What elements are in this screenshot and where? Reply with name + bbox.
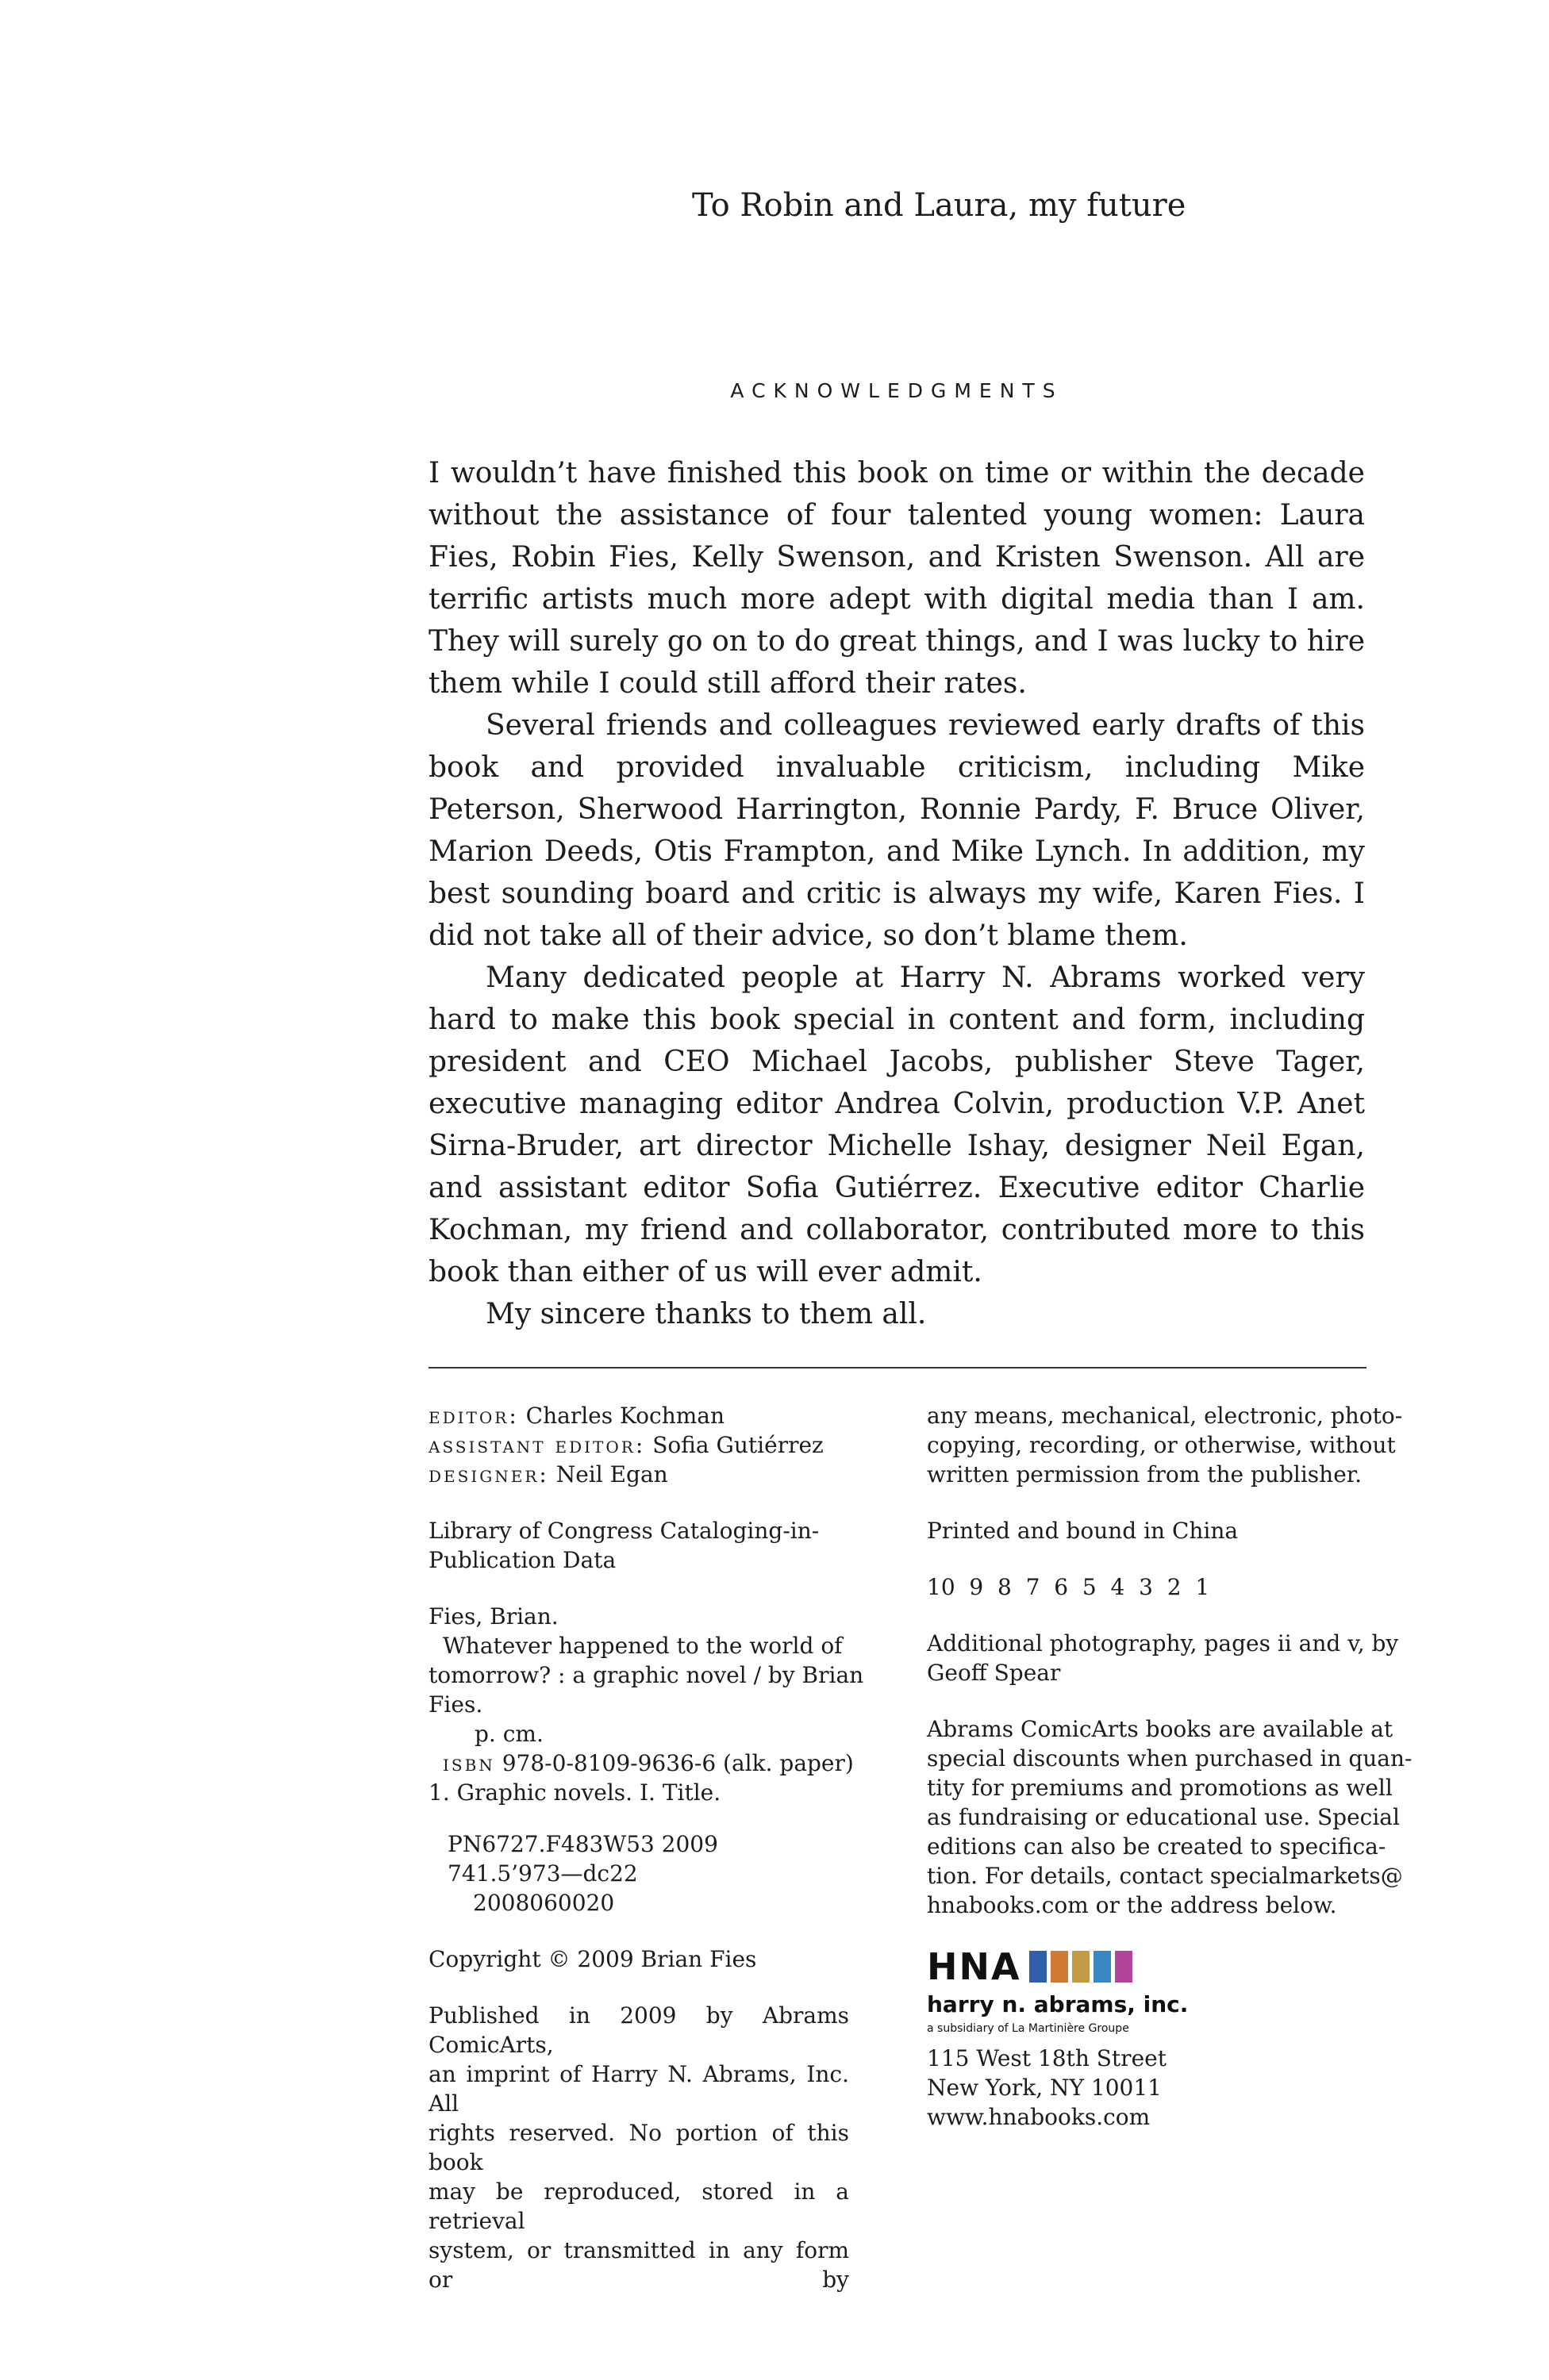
acknowledgments-paragraph: Several friends and colleagues reviewed early drafts of this book and provided invaluable criticism, including Mike Peterson, Sherwood Harrington, Ronnie Pardy, F. Bruce Oliver, Marion Deeds, Otis Frampton, and Mike Lynch. In addition, my best sounding board and critic is always my wife, Karen Fies. I did not take all of their advice, so don’t blame them. [429,709,1365,952]
print-line: 10 9 8 7 6 5 4 3 2 1 [927,1574,1210,1600]
publisher-address [927,2044,1371,2132]
cip-dewey: 741.5’973—dc22 [448,1860,638,1887]
acknowledgments-heading: ACKNOWLEDGMENTS [730,379,1063,402]
publisher-logo [927,1947,1371,2039]
acknowledgments-paragraph: I wouldn’t have finished this book on time or within the decade without the assistance of four talented young women: Laura Fies, Robin Fies, Kelly Swenson, and Kristen Swenson. All are terrific artists much more adept with digital media than I am. They will surely go on to do great things, and I was lucky to hire them while I could still afford their rates. [429,457,1365,700]
hna-color-bars-icon [1029,1951,1136,1983]
acknowledgments-paragraph: Many dedicated people at Harry N. Abrams worked very hard to make this book special in content and form, including president and CEO Michael Jacobs, publisher Steve Tager, executive managing editor Andrea Colvin, production V.P. Anet Sirna-Bruder, art director Michelle Ishay, designer Neil Egan, and assistant editor Sofia Gutiérrez. Executive editor Charlie Kochman, my friend and collaborator, contributed more to this book than either of us will ever admit. [429,962,1365,1288]
cip-record [429,1602,864,1917]
logo-bar [1029,1951,1047,1983]
logo-bar [1115,1951,1132,1983]
acknowledgments-paragraph: My sincere thanks to them all. [486,1298,927,1330]
hna-wordmark: HNA [927,1945,1021,1988]
cip-author: Fies, Brian. [429,1603,559,1630]
cip-pages: p. cm. [475,1721,544,1747]
publication-notice: Published in 2009 by Abrams ComicArts, an imprint of Harry N. Abrams, Inc. All rights reserved. No portion of this book may be reproduced, stored in a retrieval system, or transmitted in any form or by [429,2002,849,2293]
copyright-column-left [429,1401,864,2321]
section-divider [429,1367,1366,1368]
copyright-column-right [927,1401,1413,2132]
cip-title: Whatever happened to the world of [443,1633,843,1659]
publisher-subsidiary: a subsidiary of La Martinière Groupe [927,2022,1129,2035]
cip-lccn: 2008060020 [473,1890,615,1916]
cip-title: Fies. [429,1691,483,1718]
address-street: 115 West 18th Street [927,2045,1167,2071]
acknowledgments-body [429,452,1365,1335]
printed-in: Printed and bound in China [927,1518,1239,1544]
copyright-notice: Copyright © 2009 Brian Fies [429,1946,757,1972]
cip-isbn: isbn 978-0-8109-9636-6 (alk. paper) [443,1750,854,1776]
cip-subject: 1. Graphic novels. I. Title. [429,1779,721,1806]
dedication: To Robin and Laura, my future [692,187,1186,224]
special-sales-notice: Abrams ComicArts books are available at special discounts when purchased in quan- tity for premiums and promotions as well as fundraising or educational use. Special editions can also be created to specifica- tion. For details, contact specialmarkets@ hnabooks.com or the address below. [927,1716,1413,1918]
cip-header: Library of Congress Cataloging-in- Publication Data [429,1518,820,1573]
credit-assistant-editor: assistant editor: Sofia Gutiérrez [429,1432,824,1458]
publisher-name: harry n. abrams, inc. [927,1991,1189,2017]
credits-block [429,1401,849,1489]
credit-designer: designer: Neil Egan [429,1461,668,1488]
cip-call-number: PN6727.F483W53 2009 [448,1831,718,1857]
photography-credit: Additional photography, pages ii and v, by Geoff Spear [927,1630,1399,1686]
logo-bar [1051,1951,1068,1983]
publication-notice-continued: any means, mechanical, electronic, photo- copying, recording, or otherwise, without written permission from the publisher. [927,1403,1403,1488]
logo-bar [1072,1951,1090,1983]
logo-bar [1094,1951,1111,1983]
credit-editor: editor: Charles Kochman [429,1403,725,1429]
address-city: New York, NY 10011 [927,2075,1162,2101]
cip-title: tomorrow? : a graphic novel / by Brian [429,1662,864,1688]
publisher-website-link[interactable]: www.hnabooks.com [927,2104,1151,2130]
